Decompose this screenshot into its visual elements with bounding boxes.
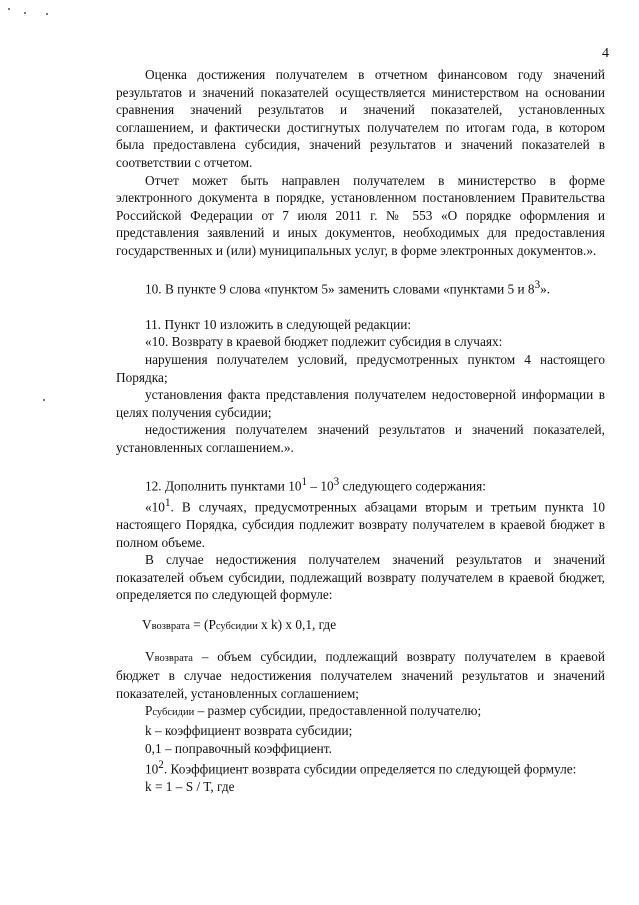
scan-speck: [46, 13, 48, 15]
definition-correction: 0,1 – поправочный коэффициент.: [145, 740, 332, 756]
document-body: [116, 66, 605, 796]
page-number: 4: [602, 46, 609, 61]
paragraph-item-10-1: «$10^1$. В случаях, предусмотренных абзацами вторым и третьим пункта 10 настоящего Порядка, субсидия подлежит возврату получателем в краевой бюджет в полном объеме.: [116, 497, 605, 550]
paragraph-item-12: 12. Дополнить пунктами $10^1 - 10^3$ следующего содержания:: [145, 476, 486, 494]
definition-v: Vвозврата – объем субсидии, подлежащий возврату получателем в краевой бюджет в случае недостижения получателем значений результатов и значений показателей, установленных соглашением;: [116, 648, 605, 701]
formula-refund: Vвозврата = (Pсубсидии x k) x 0,1, где: [142, 617, 337, 633]
definition-k: k – коэффициент возврата субсидии;: [145, 723, 353, 739]
paragraph: недостижения получателем значений результатов и значений показателей, установленных соглашением.».: [116, 422, 605, 455]
scan-speck: [43, 399, 45, 401]
definition-p: Pсубсидии – размер субсидии, предоставленной получателю;: [145, 703, 482, 719]
paragraph-item-10-2: $10^2$. Коэффициент возврата субсидии определяется по следующей формуле:: [145, 759, 577, 777]
paragraph: «10. Возврату в краевой бюджет подлежит субсидия в случаях:: [145, 334, 503, 350]
formula-k: k = 1 – S / T, где: [145, 779, 235, 795]
scan-speck: [24, 12, 26, 14]
paragraph: установления факта представления получателем недостоверной информации в целях получения субсидии;: [116, 387, 605, 420]
paragraph: Отчет может быть направлен получателем в министерство в форме электронного документа в порядке, установленном постановлением Правительства Российской Федерации от 7 июля 2011 г. № 553 «О порядке оформления и представления заявлений и иных документов, необходимых для предоставления государственных и (или) муниципальных услуг, в форме электронных документов.».: [116, 172, 605, 258]
paragraph-item-10: 10. В пункте 9 слова «пунктом 5» заменить словами «пунктами 5 и $8^3$».: [145, 279, 551, 297]
paragraph: 11. Пункт 10 изложить в следующей редакции:: [145, 316, 412, 332]
paragraph: нарушения получателем условий, предусмотренных пунктом 4 настоящего Порядка;: [116, 351, 605, 385]
scan-speck: [8, 8, 10, 10]
paragraph: В случае недостижения получателем значений результатов и значений показателей объем субсидии, подлежащий возврату получателем в краевой бюджет, определяется по следующей формуле:: [116, 552, 605, 603]
paragraph: Оценка достижения получателем в отчетном финансовом году значений результатов и значений показателей осуществляется министерством на основании сравнения значений результатов и значений показателей, установленных соглашением, и фактически достигнутых получателем по итогам года, в котором была предоставлена субсидия, значений результатов и значений показателей в соответствии с отчетом.: [116, 67, 605, 170]
